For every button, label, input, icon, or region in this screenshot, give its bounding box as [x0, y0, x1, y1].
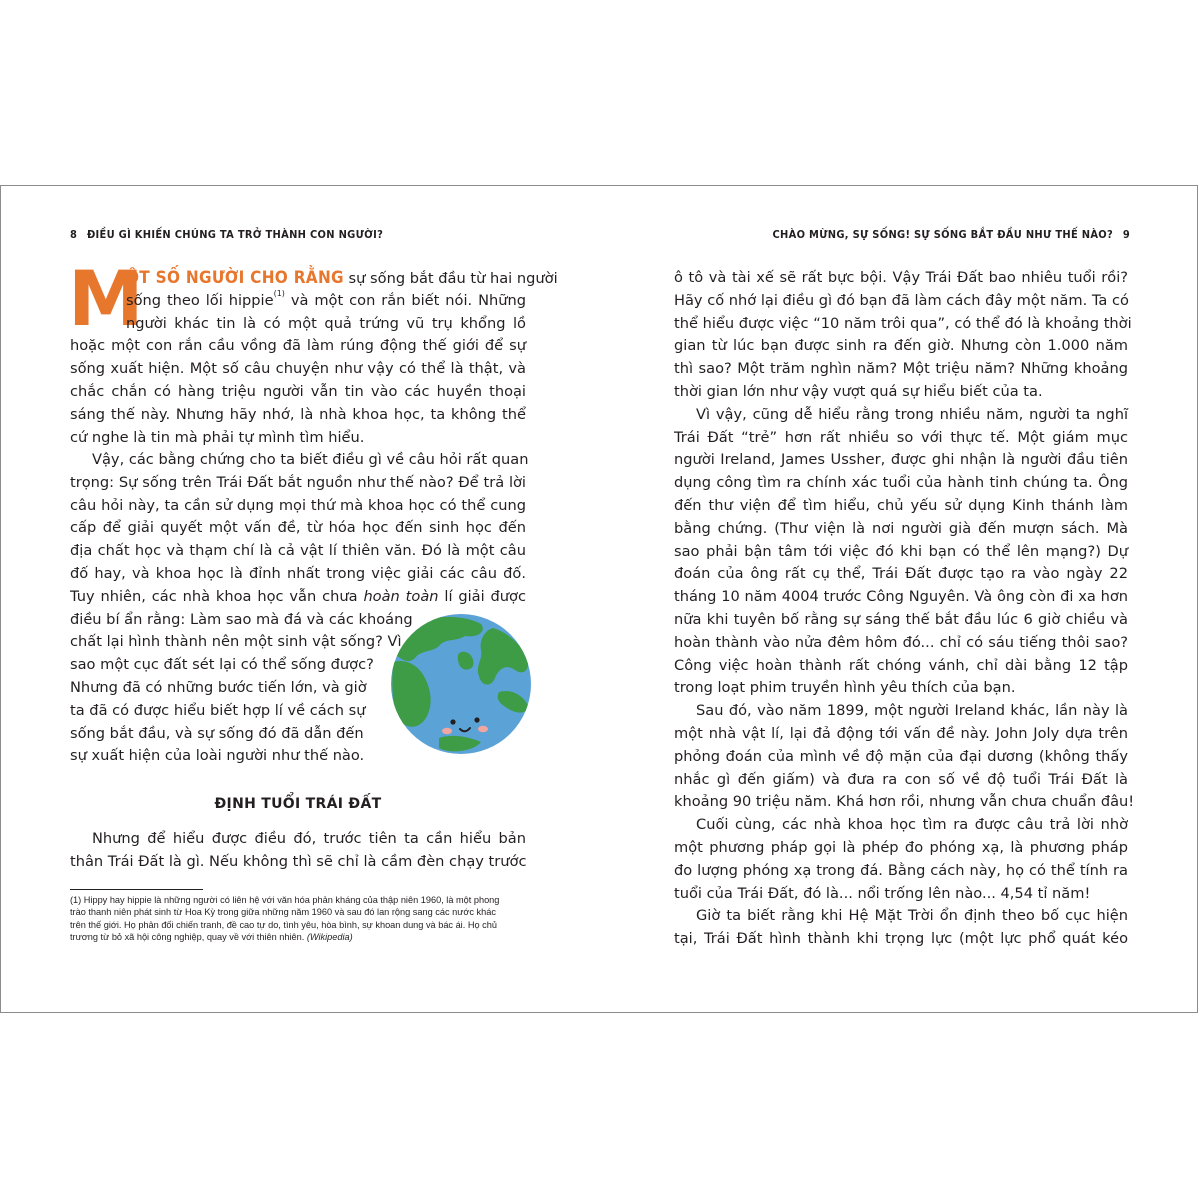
text-line: Hãy cố nhớ lại điều gì đó bạn đã làm cách đây một năm. Ta có: [674, 291, 1129, 309]
text-line: Giờ ta biết rằng khi Hệ Mặt Trời ổn định theo bố cục hiện: [696, 907, 1128, 925]
right-running-header: [772, 228, 1130, 241]
left-paragraph-1: [68, 254, 558, 449]
text-line: một phương pháp gọi là phép đo phóng xạ, là phương pháp: [674, 838, 1128, 856]
lead-in: ỘT SỐ NGƯỜI CHO RẰNG: [126, 268, 344, 288]
text-line: câu hỏi này, ta cần sử dụng mọi thứ mà khoa học có thể cung: [70, 496, 526, 514]
text-line: đến thư viện để tìm hiểu, chủ yếu sử dụng Kinh thánh làm: [674, 496, 1128, 514]
text-line: sao phải bận tâm tới việc đó khi bạn có thể lên mạng?) Dự: [674, 542, 1128, 560]
text-line: Trái Đất “trẻ” hơn rất nhiều so với thực tế. Một giám mục: [674, 428, 1128, 446]
footnote-line: trương từ bỏ xã hội công nghiệp, quay về với thiên nhiên. (Wikipedia): [70, 931, 353, 942]
right-header-title: CHÀO MỪNG, SỰ SỐNG! SỰ SỐNG BẮT ĐẦU NHƯ THẾ NÀO?: [772, 228, 1114, 241]
earth-right-eye: [474, 717, 479, 722]
text-line: thì sao? Một trăm nghìn năm? Một triệu năm? Những khoảng: [674, 360, 1128, 378]
text-line: đoán của ông rất cụ thể, Trái Đất được tạo ra vào ngày 22: [674, 565, 1128, 583]
section-title: ĐỊNH TUỔI TRÁI ĐẤT: [214, 796, 382, 812]
text-line: người Ireland, James Ussher, được ghi nhận là người đầu tiên: [674, 451, 1128, 469]
text-line: địa chất học và thạm chí là cả vật lí thiên văn. Đó là một câu: [70, 542, 526, 560]
text-line: đo lượng phóng xạ trong đá. Bằng cách này, họ có thể tính ra: [674, 861, 1128, 879]
text-line: Sau đó, vào năm 1899, một người Ireland khác, lần này là: [696, 702, 1128, 720]
text-line: Công việc hoàn thành rất chóng vánh, chỉ dài bằng 12 tập: [674, 656, 1128, 674]
earth-right-cheek: [478, 726, 488, 732]
footnote-rule: [70, 889, 203, 890]
right-column: [674, 267, 1135, 951]
right-page-number: 9: [1122, 228, 1130, 241]
text-line: Vậy, các bằng chứng cho ta biết điều gì về câu hỏi rất quan: [92, 451, 529, 468]
emphasis: hoàn toàn: [363, 587, 439, 605]
text-line: phỏng đoán của mình về độ mặn của đại dương (không thấy: [674, 747, 1128, 765]
text-line: Nhưng để hiểu được điều đó, trước tiên ta cần hiểu bản: [92, 830, 526, 847]
text-line: nữa khi tuyên bố rằng sự sáng thế bắt đầu lúc 6 giờ chiều và: [674, 610, 1128, 628]
text-line: sống xuất hiện. Một số câu chuyện như vậy có thể là thật, và: [70, 360, 526, 378]
text-line: ta đã có được hiểu biết hợp lí về cách sự: [70, 701, 366, 719]
text-line: trọng: Sự sống trên Trái Đất bắt nguồn như thế nào? Để trả lời: [70, 473, 526, 491]
footnote-line: trên thế giới. Họ phản đối chiến tranh, đề cao tự do, tình yêu, hòa bình, sự khoan dung và bác ái. Họ chủ: [70, 919, 497, 930]
text-line: nhắc gì đến giấm) và đưa ra con số về độ tuổi Trái Đất là: [674, 770, 1128, 788]
text-line: trong loạt phim truyền hình yêu thích của bạn.: [674, 679, 1016, 697]
text-line: sống bắt đầu, và sự sống đó đã dẫn đến: [70, 724, 364, 742]
footnote: [70, 894, 528, 943]
text-line: người khác tin là có một quả trứng vũ trụ khổng lồ: [126, 314, 526, 332]
text-line: tuổi của Trái Đất, đó là... nổi trống lên nào... 4,54 tỉ năm!: [674, 884, 1091, 902]
text-line: thời gian lớn như vậy vượt quá sự hiểu biết của ta.: [674, 382, 1043, 400]
text-line: ô tô và tài xế sẽ rất bực bội. Vậy Trái Đất bao nhiêu tuổi rồi?: [674, 269, 1128, 286]
footnote-line: (1) Hippy hay hippie là những người có liên hệ với văn hóa phản kháng của thập niên 1960, là một phong: [70, 895, 500, 905]
text-line: sáng thế này. Nhưng hãy nhớ, là nhà khoa học, ta không thể: [70, 405, 526, 423]
text-line: điều bí ẩn rằng: Làm sao mà đá và các khoáng: [70, 610, 413, 628]
text-line: hoàn thành vào nửa đêm hôm đó... chỉ có sáu tiếng thôi sao?: [674, 633, 1128, 651]
text-line: Nhưng đã có những bước tiến lớn, và giờ: [70, 678, 367, 696]
left-header-title: ĐIỀU GÌ KHIẾN CHÚNG TA TRỞ THÀNH CON NGƯỜI?: [86, 228, 384, 241]
text-line: cứ nghe là tin mà phải tự mình tìm hiểu.: [70, 428, 365, 446]
text-line: đố hay, và khoa học là đỉnh nhất trong việc giải các câu đố.: [70, 564, 526, 582]
text-line: sao một cục đất sét lại có thể sống được?: [70, 656, 374, 674]
text-line: Cuối cùng, các nhà khoa học tìm ra được câu trả lời nhờ: [696, 816, 1128, 834]
text-line: tại, Trái Đất hình thành khi trọng lực (một lực phổ quát kéo: [674, 930, 1128, 948]
drop-cap: M: [68, 254, 144, 343]
footnote-line: trào thanh niên phát sinh từ Hoa Kỳ trong giữa những năm 1960 và sau đó lan rộng sang các nước khác: [70, 907, 496, 918]
text-line: dụng công tìm ra chính xác tuổi của hành tinh chúng ta. Ông: [674, 474, 1128, 492]
left-running-header: [70, 228, 383, 241]
text-line: ỘT SỐ NGƯỜI CHO RẰNG sự sống bắt đầu từ hai người: [126, 268, 558, 288]
text-line: Tuy nhiên, các nhà khoa học vẫn chưa hoàn toàn lí giải được: [70, 587, 527, 605]
text-line: một nhà vật lí, lại đả động tới vấn đề này. John Joly dựa trên: [674, 724, 1128, 742]
text-line: tháng 10 năm 4004 trước Công Nguyên. Và ông còn đi xa hơn: [674, 588, 1128, 606]
text-line: thân Trái Đất là gì. Nếu không thì sẽ chỉ là cầm đèn chạy trước: [70, 852, 527, 870]
footnote-source: (Wikipedia): [306, 931, 353, 942]
text-line: khoảng 90 triệu năm. Khá hơn rồi, nhưng vẫn chưa chuẩn đâu!: [674, 793, 1135, 811]
text-line: sống theo lối hippie$^{(1)}$ và một con rắn biết nói. Những: [126, 288, 526, 309]
text-line: thể hiểu được việc “10 năm trôi qua”, có thể đó là khoảng thời: [674, 314, 1132, 332]
earth-left-cheek: [442, 728, 452, 734]
text-line: Vì vậy, cũng dễ hiểu rằng trong nhiều năm, người ta nghĩ: [696, 405, 1128, 423]
text-line: sự xuất hiện của loài người như thế nào.: [70, 747, 365, 765]
text-line: gian từ lúc bạn được sinh ra đến giờ. Nhưng còn 1.000 năm: [674, 337, 1128, 355]
text-line: bằng chứng. (Thư viện là nơi người già đến mượn sách. Mà: [674, 519, 1128, 537]
left-page-number: 8: [70, 228, 78, 241]
footnote-ref: (1): [273, 288, 285, 298]
text-line: cấp để giải quyết một vấn đề, từ hóa học đến sinh học đến: [70, 519, 526, 537]
text-line: chắc chắn có hàng triệu người vẫn tin vào các huyền thoại: [70, 382, 526, 400]
left-paragraph-3: [70, 828, 526, 874]
smiling-earth-illustration: [389, 612, 533, 756]
text-line: hoặc một con rắn cầu vồng đã làm rúng động thế giới để sự: [70, 337, 526, 355]
text-line: chất lại hình thành nên một sinh vật sống? Vì: [70, 633, 402, 651]
earth-left-eye: [450, 719, 455, 724]
